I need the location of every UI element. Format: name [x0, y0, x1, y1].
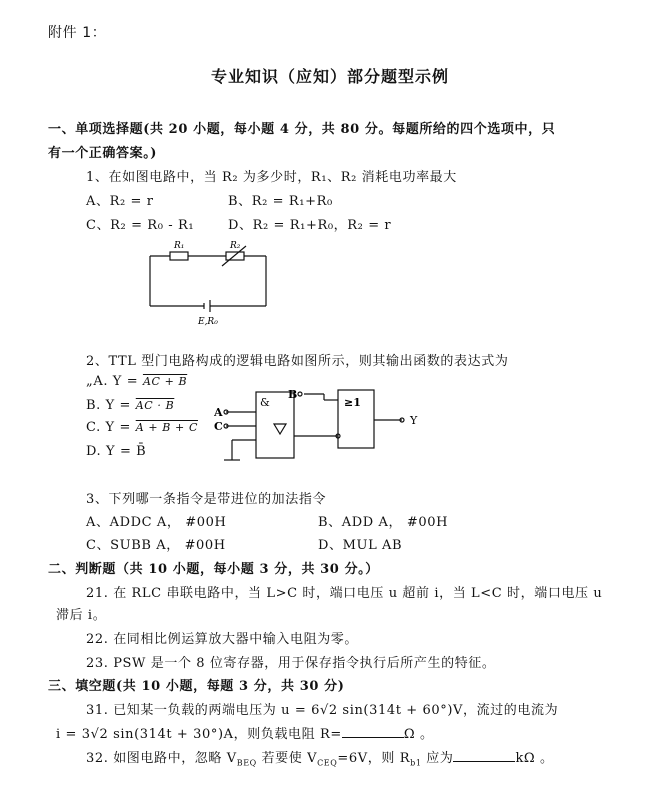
- q32-post: kΩ 。: [515, 751, 554, 766]
- q21-line1: 21. 在 RLC 串联电路中，当 L>C 时，端口电压 u 超前 i，当 L<C 时，端口电压 u: [86, 586, 603, 601]
- q2-option-c-prefix: C. Y =: [86, 420, 131, 435]
- q31-answer-blank: [342, 725, 404, 738]
- q31-line2: [56, 723, 434, 742]
- q1-option-b: B、R₂ = R₁+R₀: [228, 194, 333, 209]
- q32-pre: 32. 如图电路中，忽略 V: [86, 751, 237, 766]
- q2-option-d: D. Y = B̄: [86, 444, 147, 459]
- q3-option-a: A、ADDC A， #00H: [86, 515, 227, 530]
- q2-option-b-expr: AC · B: [135, 399, 175, 412]
- q2-option-b: [86, 398, 174, 413]
- q31-line1: 31. 已知某一负载的两端电压为 u = 6√2 sin(314t + 60°)V，流过的电流为: [86, 703, 559, 718]
- q32-answer-blank: [453, 749, 515, 762]
- q1-option-a: A、R₂ = r: [86, 194, 154, 209]
- q21-line2: 滞后 i。: [56, 608, 107, 623]
- page-title: 专业知识（应知）部分题型示例: [210, 67, 449, 86]
- q32-text: [86, 747, 554, 768]
- q32-mid2: =6V，则 R: [337, 751, 411, 766]
- q1-stem: 1、在如图电路中，当 R₂ 为多少时，R₁、R₂ 消耗电功率最大: [86, 170, 457, 185]
- or-symbol: ≥1: [344, 396, 361, 409]
- r1-resistor: [170, 252, 188, 260]
- q2-stem: 2、TTL 型门电路构成的逻辑电路如图所示，则其输出函数的表达式为: [86, 354, 509, 369]
- q1-circuit-diagram: [140, 236, 280, 332]
- q31-line2-pre: i = 3√2 sin(314t + 30°)A，则负载电阻 R=: [56, 727, 342, 742]
- q2-option-a-expr: AC + B: [142, 375, 188, 388]
- section2-heading: 二、判断题（共 10 小题，每小题 3 分，共 30 分。）: [48, 562, 379, 577]
- q3-option-d: D、MUL AB: [318, 538, 403, 553]
- source-label: E,R₀: [198, 317, 218, 327]
- q32-sub-rb1: b1: [410, 758, 422, 768]
- and-symbol: &: [260, 396, 270, 409]
- section1-heading-line2: 有一个正确答案。): [48, 146, 158, 161]
- input-a-label: A: [214, 406, 223, 419]
- output-y-label: Y: [410, 414, 418, 427]
- q3-stem: 3、下列哪一条指令是带进位的加法指令: [86, 492, 327, 507]
- q2-logic-diagram: [214, 384, 434, 466]
- q2-option-a: [86, 374, 187, 389]
- q2-option-c-expr: A + B + C: [135, 421, 198, 434]
- section3-heading: 三、填空题(共 10 小题，每题 3 分，共 30 分): [48, 679, 345, 694]
- q2-option-c: [86, 420, 198, 435]
- q32-mid3: 应为: [421, 751, 454, 766]
- section1-heading-line1: 一、单项选择题(共 20 小题，每小题 4 分，共 80 分。每题所给的四个选项中，只: [48, 122, 556, 137]
- input-c-label: C: [214, 420, 223, 433]
- oc-output-icon: [274, 424, 286, 434]
- q1-option-c: C、R₂ = R₀ - R₁: [86, 218, 195, 233]
- q32-sub-beq: BEQ: [236, 758, 257, 768]
- q3-option-b: B、ADD A， #00H: [318, 515, 449, 530]
- r2-label: R₂: [230, 241, 241, 251]
- input-b-label: B: [288, 388, 298, 401]
- q1-option-d: D、R₂ = R₁+R₀，R₂ = r: [228, 218, 392, 233]
- q32-mid: 若要使 V: [256, 751, 318, 766]
- q32-sub-ceq: CEQ: [317, 758, 338, 768]
- r2-variable-resistor: [226, 252, 244, 260]
- attachment-label: 附件 1：: [48, 25, 107, 41]
- q22-text: 22. 在同相比例运算放大器中输入电阻为零。: [86, 632, 359, 647]
- q23-text: 23. PSW 是一个 8 位寄存器，用于保存指令执行后所产生的特征。: [86, 656, 496, 671]
- q3-option-c: C、SUBB A， #00H: [86, 538, 226, 553]
- q31-line2-post: Ω 。: [403, 727, 434, 742]
- q2-option-b-prefix: B. Y =: [86, 398, 132, 413]
- q2-option-a-prefix: „A. Y =: [86, 374, 139, 389]
- r1-label: R₁: [174, 241, 185, 251]
